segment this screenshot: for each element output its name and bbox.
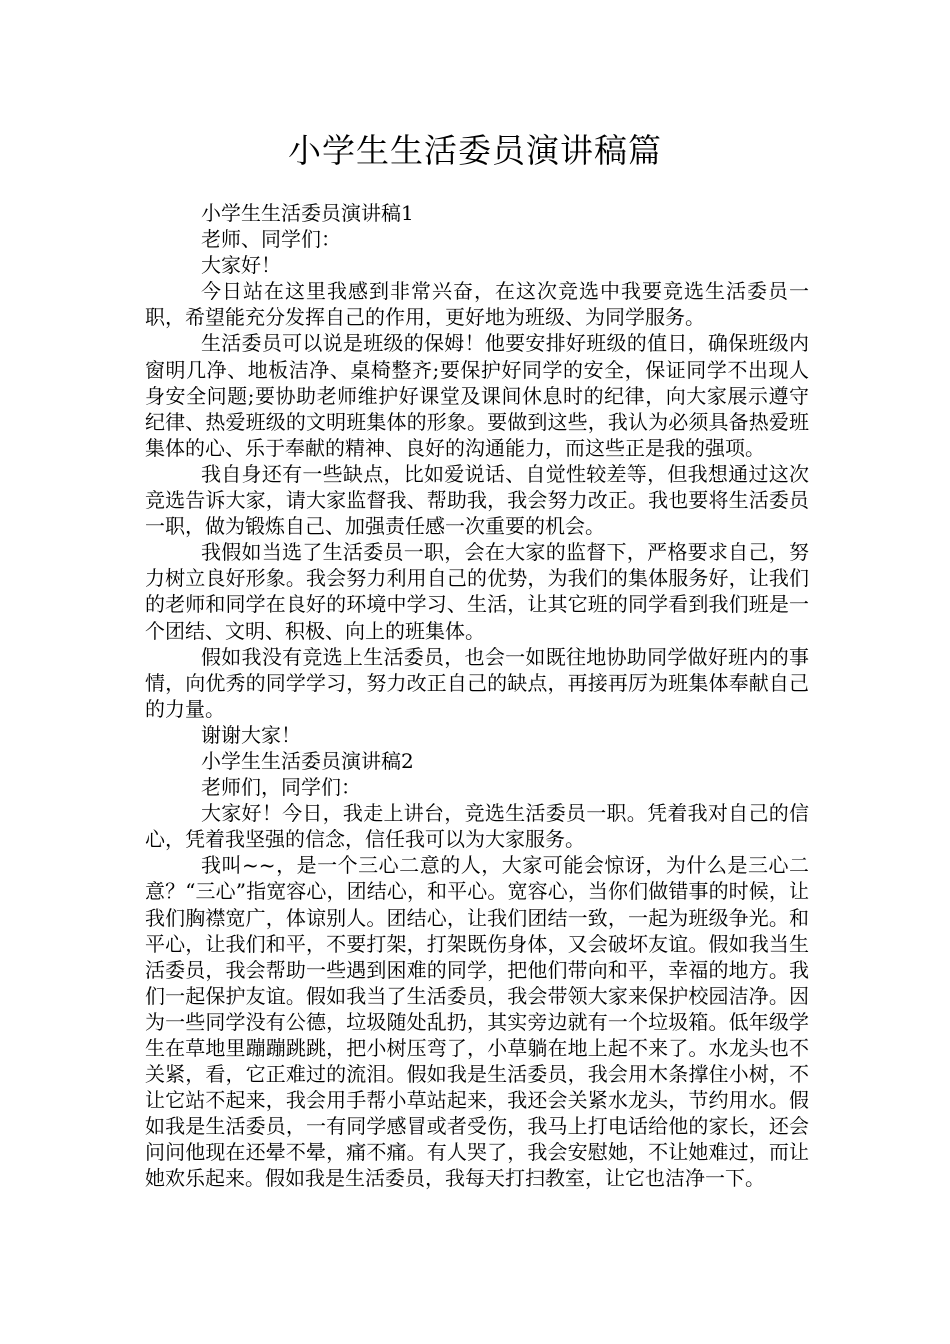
paragraph-salutation-2: 老师们，同学们： — [201, 775, 361, 800]
document-body — [145, 200, 809, 1192]
paragraph-thanks: 谢谢大家！ — [201, 722, 301, 747]
paragraph-three-hearts: 我叫~~，是一个三心二意的人，大家可能会惊讶，为什么是三心二意？“三心”指宽容心，团结心，和平心。宽容心，当你们做错事的时候，让我们胸襟宽广，体谅别人。团结心，让我们团结一致，一起为班级争光。和平心，让我们和平，不要打架，打架既伤身体，又会破坏友谊。假如我当生活委员，我会帮助一些遇到困难的同学，把他们带向和平，幸福的地方。我们一起保护友谊。假如我当了生活委员，我会带领大家来保护校园洁净。因为一些同学没有公德，垃圾随处乱扔，其实旁边就有一个垃圾箱。低年级学生在草地里蹦蹦跳跳，把小树压弯了，小草躺在地上起不来了。水龙头也不关紧，看，它正难过的流泪。假如我是生活委员，我会用木条撑住小树，不让它站不起来，我会用手帮小草站起来，我还会关紧水龙头，节约用水。假如我是生活委员，一有同学感冒或者受伤，我马上打电话给他的家长，还会问问他现在还晕不晕，痛不痛。有人哭了，我会安慰她，不让她难过，而让她欢乐起来。假如我是生活委员，我每天打扫教室，让它也洁净一下。 — [145, 853, 809, 1191]
document-title: 小学生生活委员演讲稿篇 — [288, 131, 662, 170]
paragraph-heading-1: 小学生生活委员演讲稿1 — [201, 201, 414, 225]
paragraph-greeting-2: 大家好！今日，我走上讲台，竞选生活委员一职。凭着我对自己的信心，凭着我坚强的信念，信任我可以为大家服务。 — [145, 801, 809, 852]
paragraph-intro-1: 今日站在这里我感到非常兴奋，在这次竞选中我要竞选生活委员一职，希望能充分发挥自己的作用，更好地为班级、为同学服务。 — [145, 279, 809, 330]
paragraph-salutation-1: 老师、同学们： — [201, 227, 341, 252]
paragraph-heading-2: 小学生生活委员演讲稿2 — [201, 748, 414, 773]
paragraph-if-elected: 我假如当选了生活委员一职，会在大家的监督下，严格要求自己，努力树立良好形象。我会努力利用自己的优势，为我们的集体服务好，让我们的老师和同学在良好的环境中学习、生活，让其它班的同学看到我们班是一个团结、文明、积极、向上的班集体。 — [145, 540, 809, 643]
paragraph-if-not-elected: 假如我没有竞选上生活委员，也会一如既往地协助同学做好班内的事情，向优秀的同学学习，努力改正自己的缺点，再接再厉为班集体奉献自己的力量。 — [145, 644, 809, 721]
paragraph-greeting-1: 大家好！ — [201, 253, 281, 278]
paragraph-duties: 生活委员可以说是班级的保姆！他要安排好班级的值日，确保班级内窗明几净、地板洁净、桌椅整齐;要保护好同学的安全，保证同学不出现人身安全问题;要协助老师维护好课堂及课间休息时的纪律，向大家展示遵守纪律、热爱班级的文明班集体的形象。要做到这些，我认为必须具备热爱班集体的心、乐于奉献的精神、良好的沟通能力，而这些正是我的强项。 — [145, 331, 809, 460]
paragraph-shortcomings: 我自身还有一些缺点，比如爱说话、自觉性较差等，但我想通过这次竞选告诉大家，请大家监督我、帮助我，我会努力改正。我也要将生活委员一职，做为锻炼自己、加强责任感一次重要的机会。 — [145, 461, 809, 539]
